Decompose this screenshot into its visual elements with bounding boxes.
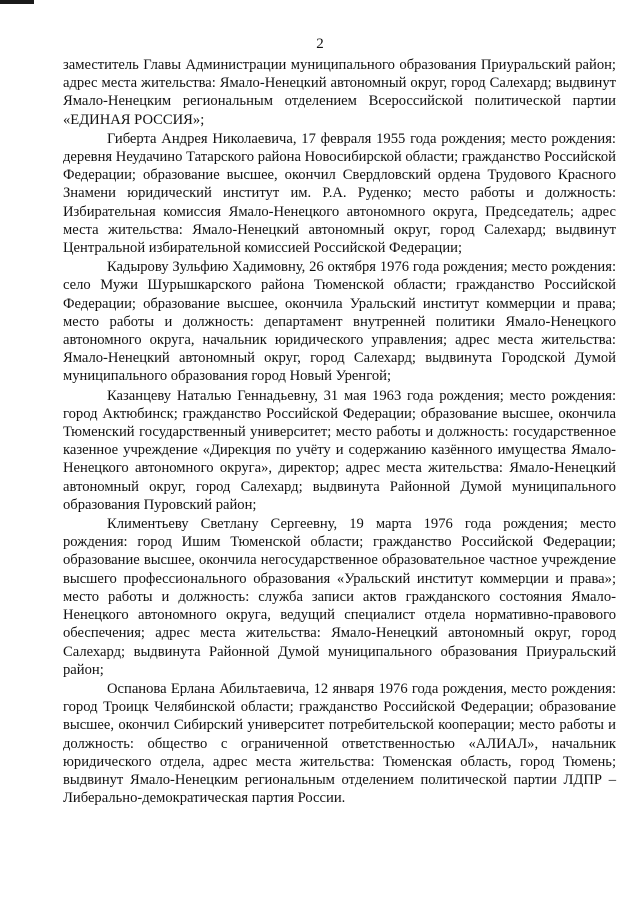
paragraph-kazantseva: Казанцеву Наталью Геннадьевну, 31 мая 1963 года рождения; место рождения: город Актюбинск; гражданство Российской Федерации; образование высшее, окончила Тюменский государственный университет; место работы и должность: государственное казенное учреждение «Дирекция по учёту и содержанию казённого имущества Ямало-Ненецкого автономного округа», директор; адрес места жительства: Ямало-Ненецкий автономный округ, город Салехард; выдвинута Районной Думой муниципального образования Пуровский район; <box>63 387 616 513</box>
scan-edge-mark <box>0 0 34 4</box>
page-number: 2 <box>316 36 324 52</box>
paragraph-kadyrova: Кадырову Зульфию Хадимовну, 26 октября 1976 года рождения; место рождения: село Мужи Шурышкарского района Тюменской области; гражданство Российской Федерации; образование высшее, окончила Уральский институт коммерции и права; место работы и должность: департамент внутренней политики Ямало-Ненецкого автономного округа, начальник юридического управления; адрес места жительства: Ямало-Ненецкий автономный округ, город Салехард; выдвинута Городской Думой муниципального образования город Новый Уренгой; <box>63 259 616 385</box>
paragraph-continuation: заместитель Главы Администрации муниципального образования Приуральский район; адрес места жительства: Ямало-Ненецкий автономный округ, город Салехард; выдвинут Ямало-Ненецким региональным отделением Всероссийской политической партии «ЕДИНАЯ РОССИЯ»; <box>63 57 616 128</box>
paragraph-klimentyeva: Климентьеву Светлану Сергеевну, 19 марта 1976 года рождения; место рождения: город Ишим Тюменской области; гражданство Российской Федерации; образование высшее, окончила негосударственное образовательное частное учреждение высшего профессионального образования «Уральский институт коммерции и права»; место работы и должность: служба записи актов гражданского состояния Ямало-Ненецкого автономного округа, ведущий специалист отдела нормативно-правового обеспечения; адрес места жительства: Ямало-Ненецкий автономный округ, город Салехард; выдвинута Районной Думой муниципального образования Приуральский район; <box>63 516 616 678</box>
paragraph-ospanov: Оспанова Ерлана Абильтаевича, 12 января 1976 года рождения, место рождения: город Троицк Челябинской области; гражданство Российской Федерации; образование высшее, окончил Сибирский университет потребительской кооперации; место работы и должность: общество с ограниченной ответственностью «АЛИАЛ», начальник юридического отдела, адрес места жительства: Тюменская область, город Тюмень; выдвинут Ямало-Ненецким региональным отделением политической партии ЛДПР – Либерально-демократическая партия России. <box>63 680 616 807</box>
document-body <box>63 56 616 808</box>
paragraph-gibert: Гиберта Андрея Николаевича, 17 февраля 1955 года рождения; место рождения: деревня Неудачино Татарского района Новосибирской области; гражданство Российской Федерации; образование высшее, окончил Свердловский ордена Трудового Красного Знамени юридический институт им. Р.А. Руденко; место работы и должность: Избирательная комиссия Ямало-Ненецкого автономного округа, Председатель; адрес места жительства: Ямало-Ненецкий автономный округ, город Салехард; выдвинут Центральной избирательной комиссией Российской Федерации; <box>63 130 616 257</box>
